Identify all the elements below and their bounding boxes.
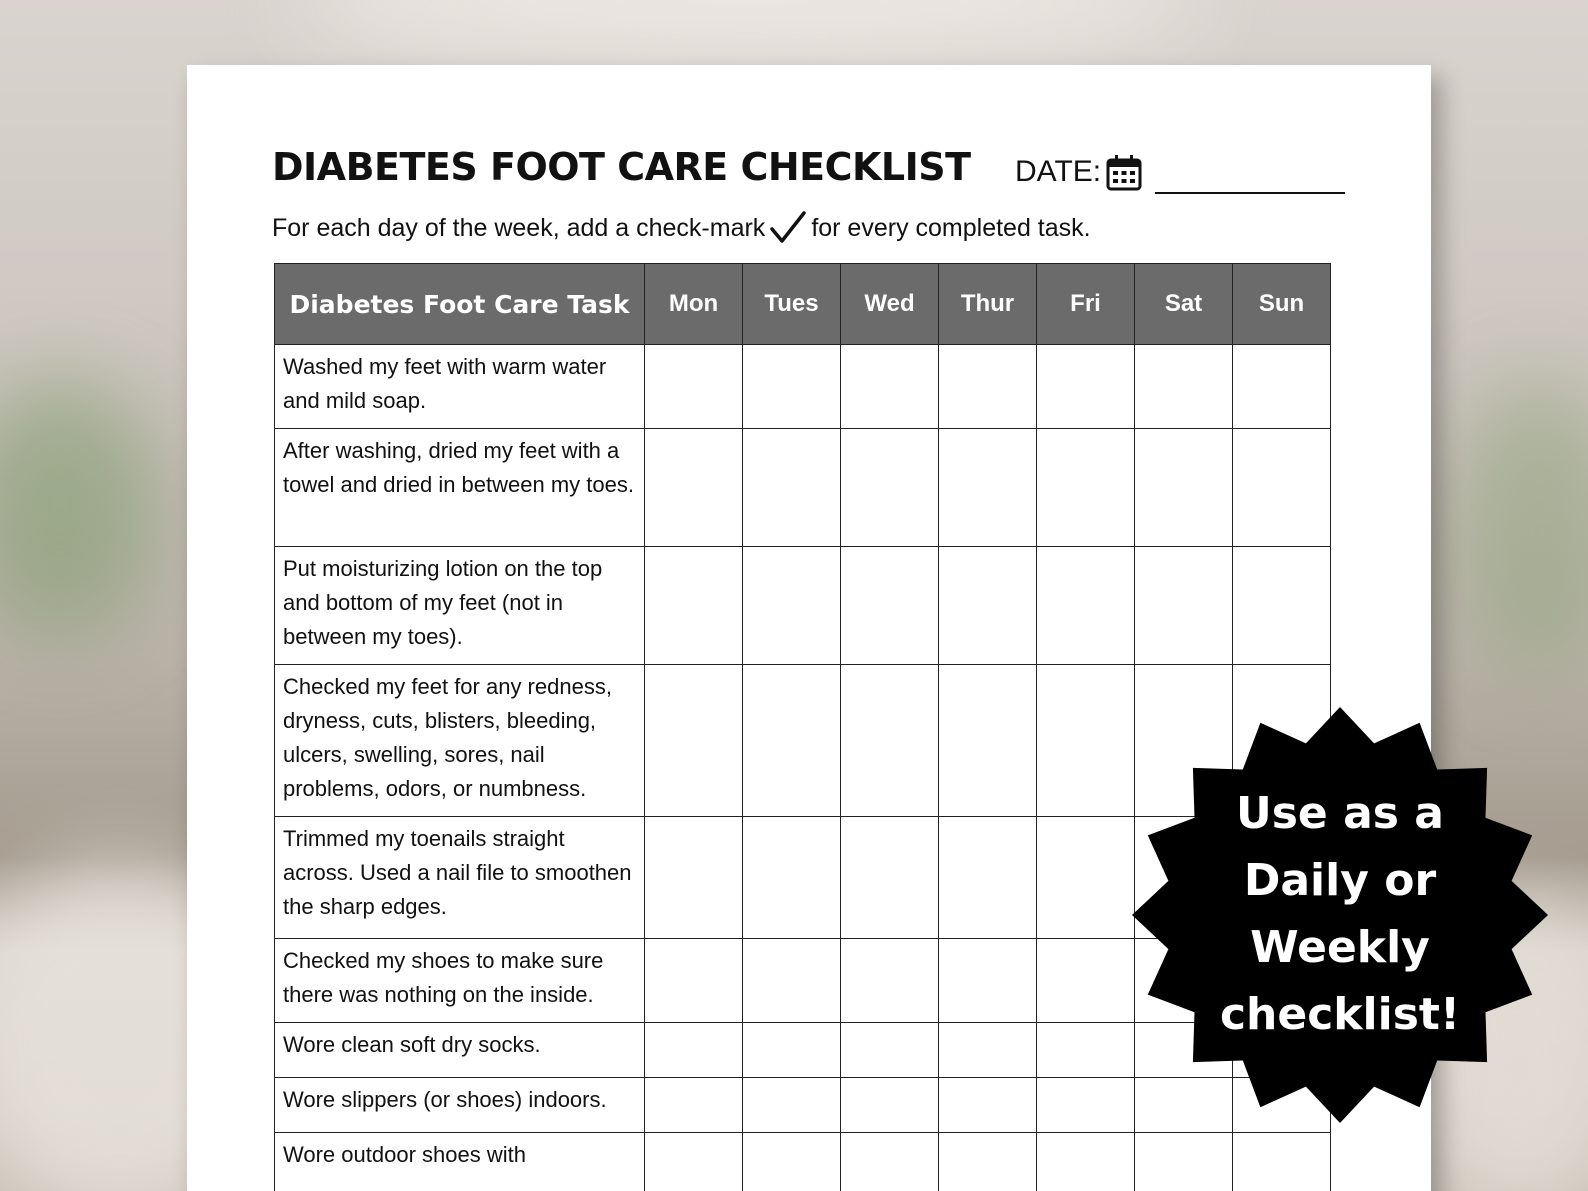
check-cell[interactable] bbox=[1037, 345, 1135, 429]
task-label: Checked my shoes to make sure there was nothing on the inside. bbox=[275, 939, 645, 1023]
check-cell[interactable] bbox=[743, 817, 841, 939]
task-label: Wore clean soft dry socks. bbox=[275, 1023, 645, 1078]
badge-line: Daily or bbox=[1243, 855, 1437, 906]
check-cell[interactable] bbox=[743, 665, 841, 817]
calendar-icon bbox=[1105, 154, 1143, 192]
check-cell[interactable] bbox=[841, 1023, 939, 1078]
background-blur-top bbox=[300, 0, 1200, 60]
check-cell[interactable] bbox=[939, 665, 1037, 817]
check-cell[interactable] bbox=[645, 1133, 743, 1191]
check-cell[interactable] bbox=[1037, 939, 1135, 1023]
check-cell[interactable] bbox=[841, 429, 939, 547]
check-cell[interactable] bbox=[1233, 547, 1331, 665]
check-cell[interactable] bbox=[645, 345, 743, 429]
day-header-thur: Thur bbox=[939, 264, 1037, 345]
check-cell[interactable] bbox=[645, 1078, 743, 1133]
check-cell[interactable] bbox=[939, 1023, 1037, 1078]
check-cell[interactable] bbox=[1233, 429, 1331, 547]
table-row bbox=[275, 429, 1331, 547]
day-header-tues: Tues bbox=[743, 264, 841, 345]
check-cell[interactable] bbox=[743, 345, 841, 429]
check-cell[interactable] bbox=[1037, 547, 1135, 665]
check-cell[interactable] bbox=[1135, 345, 1233, 429]
check-cell[interactable] bbox=[743, 1078, 841, 1133]
table-row bbox=[275, 547, 1331, 665]
badge-line: Use as a bbox=[1236, 788, 1444, 839]
check-cell[interactable] bbox=[841, 665, 939, 817]
check-cell[interactable] bbox=[939, 1078, 1037, 1133]
check-cell[interactable] bbox=[1233, 1133, 1331, 1191]
task-label: Wore slippers (or shoes) indoors. bbox=[275, 1078, 645, 1133]
check-cell[interactable] bbox=[841, 1133, 939, 1191]
check-cell[interactable] bbox=[939, 345, 1037, 429]
check-cell[interactable] bbox=[1135, 1133, 1233, 1191]
check-cell[interactable] bbox=[841, 547, 939, 665]
check-cell[interactable] bbox=[743, 429, 841, 547]
page-title: DIABETES FOOT CARE CHECKLIST bbox=[272, 145, 971, 189]
check-cell[interactable] bbox=[645, 939, 743, 1023]
check-cell[interactable] bbox=[743, 547, 841, 665]
check-cell[interactable] bbox=[939, 939, 1037, 1023]
check-cell[interactable] bbox=[1233, 345, 1331, 429]
day-header-mon: Mon bbox=[645, 264, 743, 345]
table-row bbox=[275, 1133, 1331, 1191]
date-entry-line[interactable] bbox=[1155, 192, 1345, 194]
task-label: Trimmed my toenails straight across. Used a nail file to smoothen the sharp edges. bbox=[275, 817, 645, 939]
check-cell[interactable] bbox=[1037, 429, 1135, 547]
check-icon bbox=[769, 210, 807, 246]
check-cell[interactable] bbox=[841, 939, 939, 1023]
check-cell[interactable] bbox=[841, 1078, 939, 1133]
check-cell[interactable] bbox=[841, 817, 939, 939]
background-plant-right bbox=[1458, 380, 1588, 680]
badge-line: checklist! bbox=[1219, 989, 1461, 1040]
check-cell[interactable] bbox=[1135, 429, 1233, 547]
check-cell[interactable] bbox=[645, 1023, 743, 1078]
instruction-before: For each day of the week, add a check-mark bbox=[272, 213, 766, 242]
task-label: Checked my feet for any redness, dryness, cuts, blisters, bleeding, ulcers, swelling, sores, nail problems, odors, or numbness. bbox=[275, 665, 645, 817]
instruction-text bbox=[272, 210, 1091, 246]
check-cell[interactable] bbox=[1037, 817, 1135, 939]
day-header-fri: Fri bbox=[1037, 264, 1135, 345]
badge-text bbox=[1130, 780, 1550, 1048]
check-cell[interactable] bbox=[939, 1133, 1037, 1191]
task-label: After washing, dried my feet with a towel and dried in between my toes. bbox=[275, 429, 645, 547]
check-cell[interactable] bbox=[1037, 1023, 1135, 1078]
badge-line: Weekly bbox=[1250, 922, 1430, 973]
task-label: Put moisturizing lotion on the top and bottom of my feet (not in between my toes). bbox=[275, 547, 645, 665]
check-cell[interactable] bbox=[1037, 1133, 1135, 1191]
check-cell[interactable] bbox=[939, 429, 1037, 547]
check-cell[interactable] bbox=[645, 665, 743, 817]
check-cell[interactable] bbox=[939, 817, 1037, 939]
instruction-after: for every completed task. bbox=[811, 213, 1091, 242]
check-cell[interactable] bbox=[939, 547, 1037, 665]
table-header-row bbox=[275, 264, 1331, 345]
task-column-header: Diabetes Foot Care Task bbox=[275, 264, 645, 345]
check-cell[interactable] bbox=[1135, 547, 1233, 665]
task-label: Wore outdoor shoes with bbox=[275, 1133, 645, 1191]
background-plant-left bbox=[0, 380, 160, 640]
check-cell[interactable] bbox=[1037, 1078, 1135, 1133]
check-cell[interactable] bbox=[645, 429, 743, 547]
check-cell[interactable] bbox=[743, 1133, 841, 1191]
check-cell[interactable] bbox=[743, 939, 841, 1023]
table-row bbox=[275, 345, 1331, 429]
check-cell[interactable] bbox=[743, 1023, 841, 1078]
day-header-wed: Wed bbox=[841, 264, 939, 345]
check-cell[interactable] bbox=[841, 345, 939, 429]
check-cell[interactable] bbox=[645, 817, 743, 939]
check-cell[interactable] bbox=[645, 547, 743, 665]
day-header-sun: Sun bbox=[1233, 264, 1331, 345]
date-label: DATE: bbox=[1015, 155, 1102, 188]
check-cell[interactable] bbox=[1037, 665, 1135, 817]
day-header-sat: Sat bbox=[1135, 264, 1233, 345]
task-label: Washed my feet with warm water and mild soap. bbox=[275, 345, 645, 429]
